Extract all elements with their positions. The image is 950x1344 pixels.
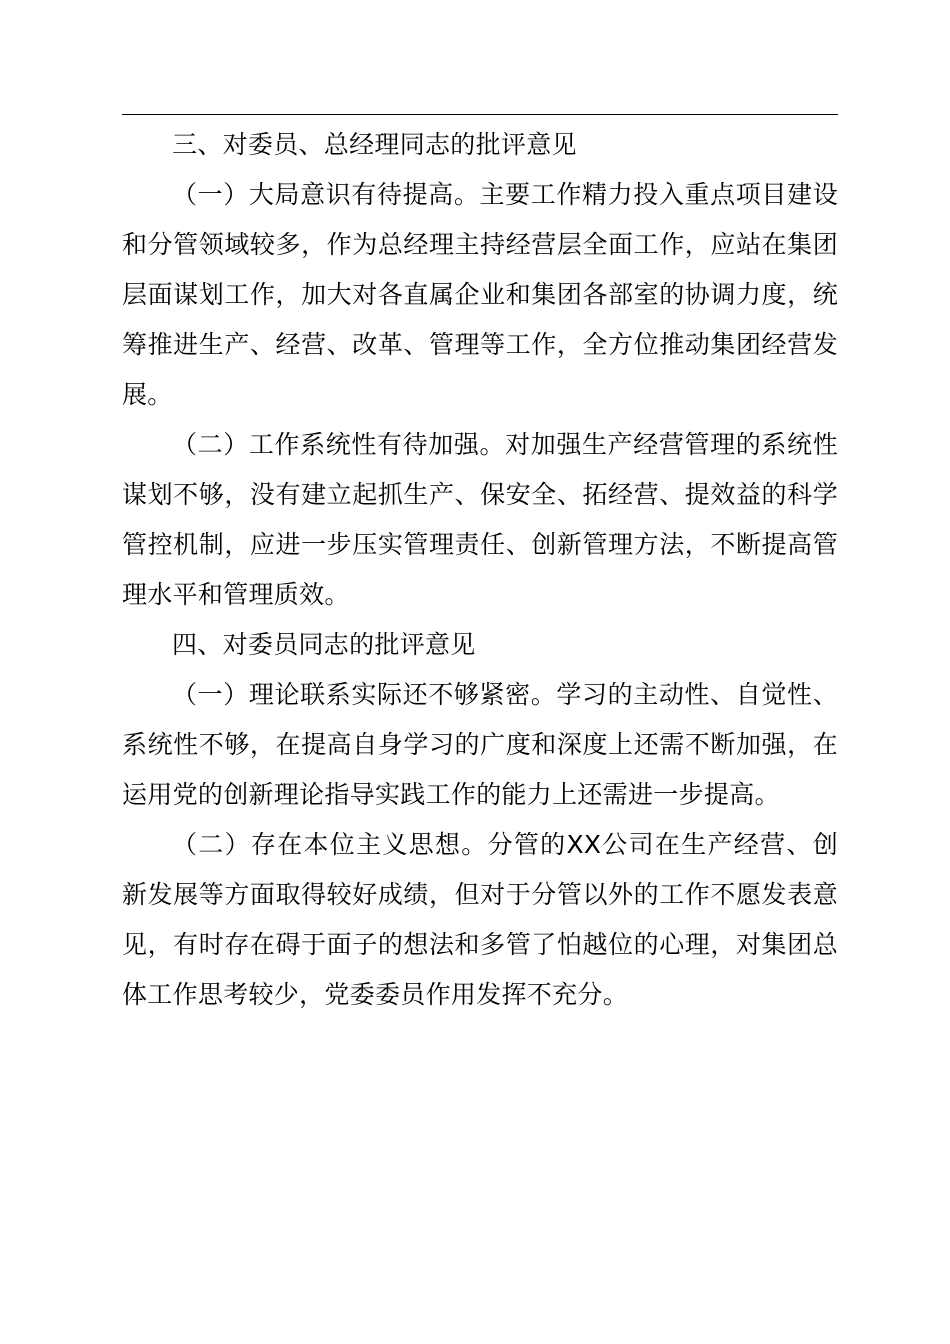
section-heading-three: 三、对委员、总经理同志的批评意见 [172, 130, 577, 159]
paragraph-three-one: （一）大局意识有待提高。主要工作精力投入重点项目建设和分管领域较多，作为总经理主持经营层全面工作，应站在集团层面谋划工作，加大对各直属企业和集团各部室的协调力度，统筹推进生产、经营、改革、管理等工作，全方位推动集团经营发展。 [122, 180, 838, 409]
paragraph-four-one: （一）理论联系实际还不够紧密。学习的主动性、自觉性、系统性不够，在提高自身学习的广度和深度上还需不断加强，在运用党的创新理论指导实践工作的能力上还需进一步提高。 [122, 680, 838, 809]
paragraph-three-two: （二）工作系统性有待加强。对加强生产经营管理的系统性谋划不够，没有建立起抓生产、保安全、拓经营、提效益的科学管控机制，应进一步压实管理责任、创新管理方法，不断提高管理水平和管理质效。 [122, 430, 838, 609]
paragraph-four-two: （二）存在本位主义思想。分管的XX公司在生产经营、创新发展等方面取得较好成绩，但对于分管以外的工作不愿发表意见，有时存在碍于面子的想法和多管了怕越位的心理，对集团总体工作思考较少，党委委员作用发挥不充分。 [122, 830, 838, 1009]
document-body [122, 120, 838, 1020]
header-rule [122, 114, 838, 115]
section-heading-four: 四、对委员同志的批评意见 [172, 630, 476, 659]
